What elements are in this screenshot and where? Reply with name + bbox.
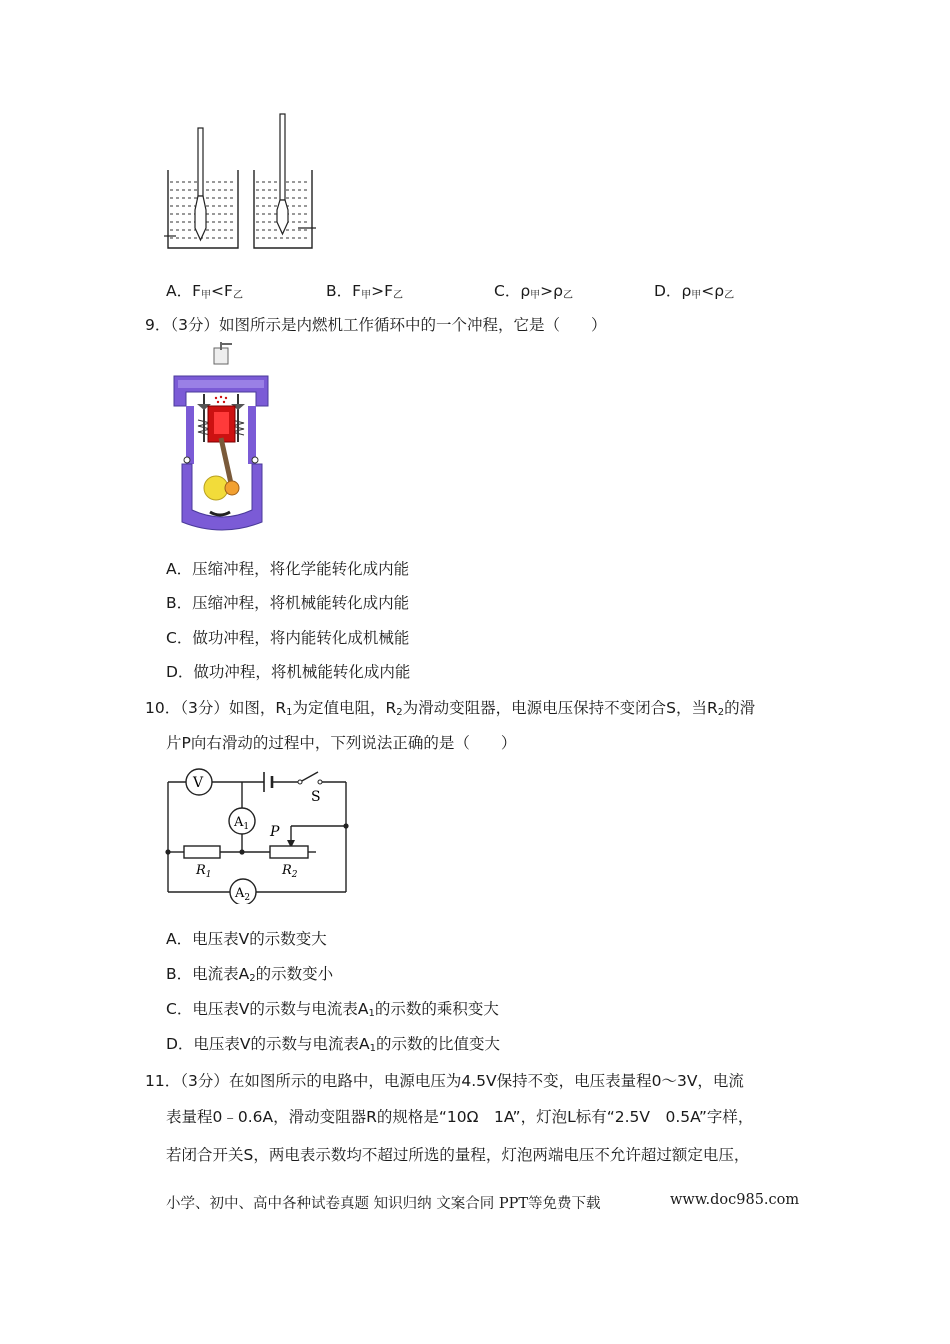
option-subscript: 2 bbox=[249, 973, 256, 984]
r2-label: $R_2$ bbox=[282, 863, 298, 880]
r1-label: $R_1$ bbox=[196, 863, 212, 880]
option-subscript: 乙 bbox=[724, 290, 735, 301]
beaker-right bbox=[254, 114, 316, 248]
battery-icon bbox=[264, 772, 272, 792]
option-letter: C． bbox=[494, 282, 521, 300]
option-subscript: 1 bbox=[369, 1043, 377, 1054]
q10-circuit-diagram bbox=[160, 764, 360, 904]
stem-subscript: 2 bbox=[396, 707, 403, 718]
engine-stroke-figure bbox=[170, 342, 276, 532]
resistor-r2 bbox=[270, 846, 308, 858]
densimeter-beakers-figure bbox=[160, 110, 320, 255]
option-symbol: ρ bbox=[681, 282, 692, 300]
q8-option-d[interactable] bbox=[654, 281, 734, 306]
option-letter: A． bbox=[166, 282, 193, 300]
option-subscript: 1 bbox=[368, 1008, 375, 1019]
q10-stem-line2: 片P向右滑动的过程中，下列说法正确的是（ ） bbox=[166, 734, 517, 752]
stem-text: 的滑 bbox=[724, 699, 756, 717]
q10-option-b[interactable] bbox=[166, 964, 333, 989]
option-symbol: F bbox=[192, 282, 202, 300]
option-subscript: 甲 bbox=[530, 290, 541, 301]
option-operator: < bbox=[701, 282, 715, 300]
option-subscript: 甲 bbox=[691, 290, 702, 301]
q11-stem-line3: 若闭合开关S，两电表示数均不超过所选的量程，灯泡两端电压不允许超过额定电压， bbox=[166, 1146, 750, 1164]
q9-option-c[interactable]: C．做功冲程，将内能转化成机械能 bbox=[166, 629, 410, 647]
beaker-left bbox=[164, 128, 238, 248]
q8-option-b[interactable] bbox=[326, 281, 403, 306]
option-subscript: 乙 bbox=[232, 290, 243, 301]
q8-option-c[interactable] bbox=[494, 281, 573, 306]
ammeter-a1-label: $A_1$ bbox=[234, 815, 250, 832]
q9-stem: 9．（3分）如图所示是内燃机工作循环中的一个冲程，它是（ ） bbox=[145, 316, 607, 334]
q10-stem-line1 bbox=[145, 698, 755, 723]
option-text: D．电压表V的示数与电流表A bbox=[166, 1035, 370, 1053]
q9-option-a[interactable]: A．压缩冲程，将化学能转化成内能 bbox=[166, 560, 410, 578]
option-text: C．电压表V的示数与电流表A bbox=[166, 1000, 369, 1018]
option-symbol: ρ bbox=[553, 282, 564, 300]
flywheel bbox=[204, 476, 228, 500]
slider-label: P bbox=[270, 824, 280, 840]
q9-option-d[interactable]: D．做功冲程，将机械能转化成内能 bbox=[166, 663, 411, 681]
q10-option-c[interactable] bbox=[166, 999, 499, 1024]
option-letter: B． bbox=[326, 282, 353, 300]
option-operator: > bbox=[540, 282, 554, 300]
switch-label: S bbox=[311, 789, 321, 805]
q10-option-a[interactable]: A．电压表V的示数变大 bbox=[166, 930, 327, 948]
resistor-r1 bbox=[184, 846, 220, 858]
q9-option-b[interactable]: B．压缩冲程，将机械能转化成内能 bbox=[166, 594, 410, 612]
q10-option-d[interactable] bbox=[166, 1034, 500, 1059]
footer-site-link[interactable]: www.doc985.com bbox=[670, 1192, 800, 1208]
voltmeter-label: V bbox=[193, 775, 204, 791]
option-text: 的示数变小 bbox=[255, 965, 334, 983]
footer-text: 小学、初中、高中各种试卷真题 知识归纳 文案合同 PPT等免费下载 bbox=[166, 1196, 601, 1212]
option-text: 的示数的乘积变大 bbox=[374, 1000, 499, 1018]
stem-text: 为定值电阻，R bbox=[292, 699, 397, 717]
q11-stem-line2: 表量程0﹣0.6A，滑动变阻器R的规格是“10Ω 1A”，灯泡L标有“2.5V 0.5A”字样， bbox=[166, 1108, 754, 1126]
stem-text: 10．（3分）如图，R bbox=[145, 699, 287, 717]
option-symbol: ρ bbox=[520, 282, 531, 300]
option-operator: > bbox=[371, 282, 385, 300]
q11-stem-line1: 11．（3分）在如图所示的电路中，电源电压为4.5V保持不变，电压表量程0～3V，电流 bbox=[145, 1072, 744, 1090]
option-subscript: 乙 bbox=[563, 290, 574, 301]
option-subscript: 甲 bbox=[201, 290, 212, 301]
option-symbol: F bbox=[384, 282, 393, 300]
option-text: B．电流表A bbox=[166, 965, 250, 983]
stem-subscript: 2 bbox=[717, 707, 725, 718]
option-symbol: F bbox=[224, 282, 233, 300]
stem-subscript: 1 bbox=[286, 707, 293, 718]
q8-option-a[interactable] bbox=[166, 281, 243, 306]
option-operator: < bbox=[211, 282, 225, 300]
option-symbol: F bbox=[352, 282, 362, 300]
option-text: 的示数的比值变大 bbox=[376, 1035, 501, 1053]
stem-text: 为滑动变阻器，电源电压保持不变闭合S，当R bbox=[402, 699, 718, 717]
option-subscript: 乙 bbox=[392, 290, 403, 301]
ammeter-a2-label: $A_2$ bbox=[235, 886, 251, 903]
option-symbol: ρ bbox=[714, 282, 725, 300]
option-letter: D． bbox=[654, 282, 682, 300]
option-subscript: 甲 bbox=[361, 290, 372, 301]
spark-plug-icon bbox=[214, 342, 232, 364]
